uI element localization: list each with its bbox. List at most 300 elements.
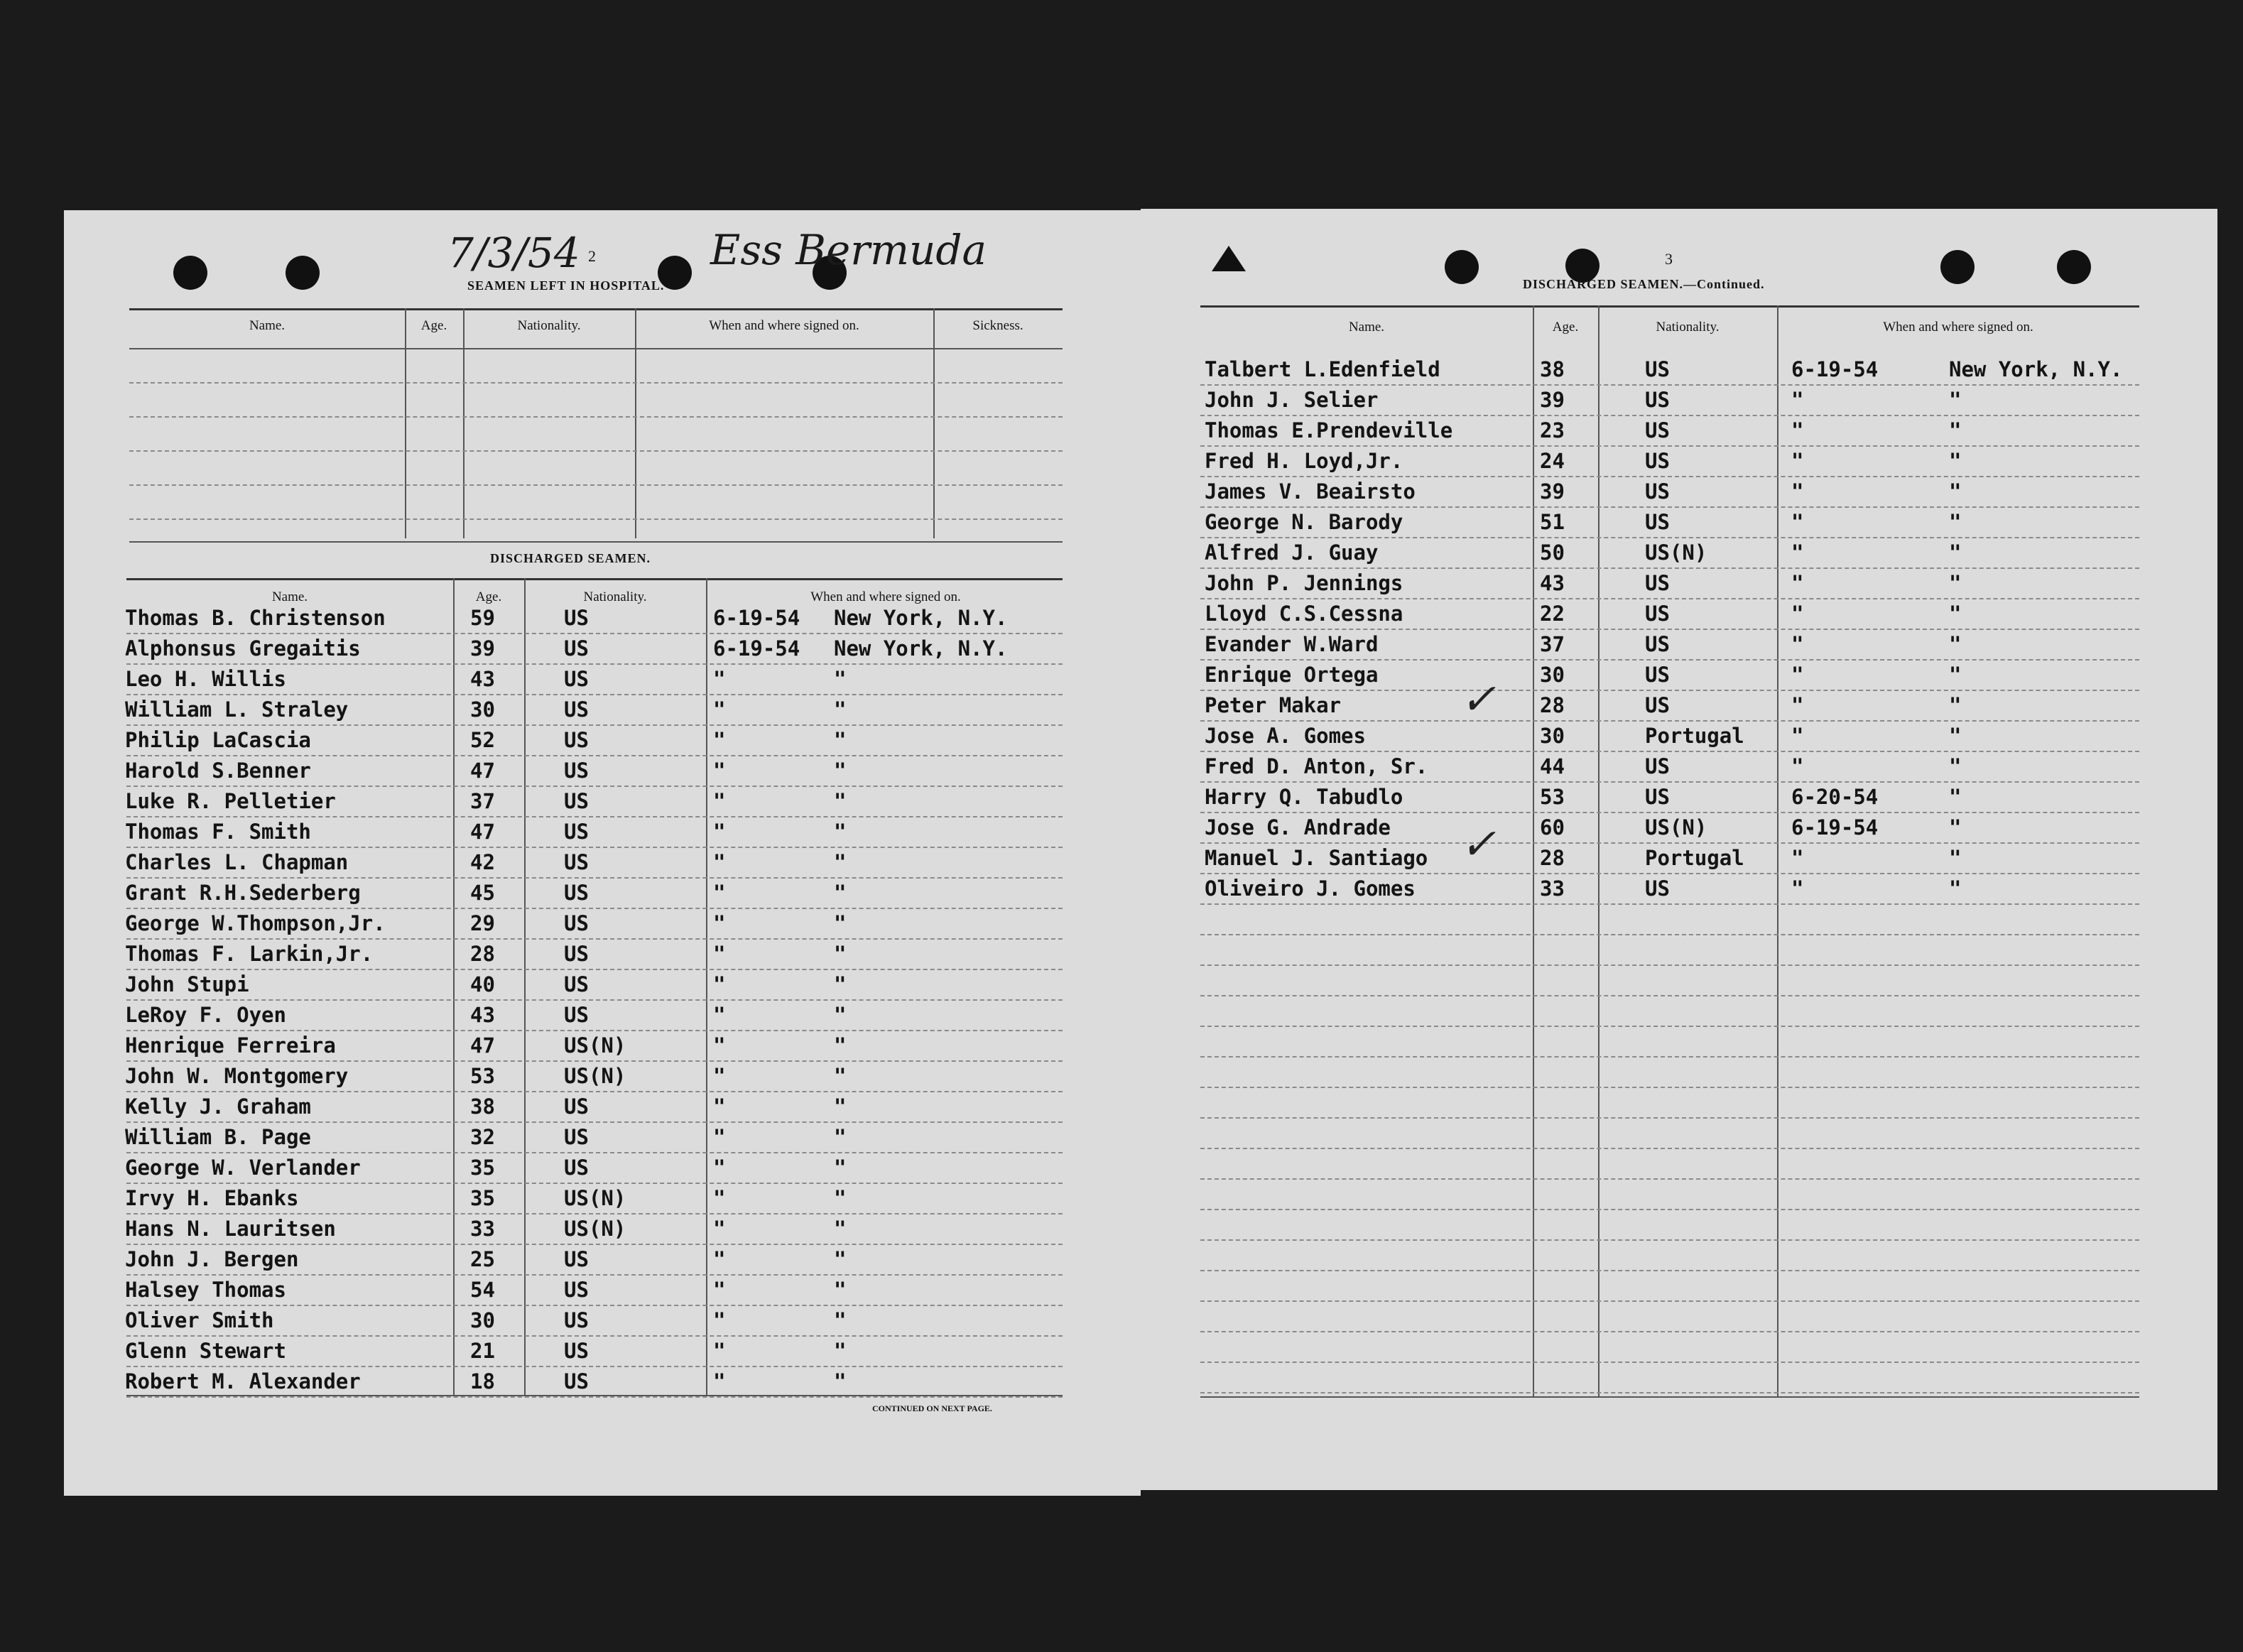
seaman-nationality: US [564, 850, 589, 874]
seaman-nationality: US [564, 1369, 589, 1393]
signed-on-place: " [1949, 815, 1962, 839]
hospital-section-title: SEAMEN LEFT IN HOSPITAL. [467, 278, 665, 293]
row-rule [1200, 1026, 2139, 1027]
row-rule [126, 1305, 1063, 1306]
row-rule [1200, 537, 2139, 538]
seaman-name: Oliveiro J. Gomes [1205, 876, 1416, 901]
signed-on-place: " [834, 1186, 847, 1210]
row-rule [1200, 1331, 2139, 1332]
seaman-name: Oliver Smith [125, 1308, 274, 1332]
signed-on-place: " [834, 1369, 847, 1393]
column-header: Age. [420, 318, 447, 333]
signed-on-place: " [834, 1064, 847, 1088]
row-rule [1200, 1087, 2139, 1088]
signed-on-date: " [1791, 388, 1804, 412]
row-rule [1200, 567, 2139, 569]
signed-on-date: " [1791, 540, 1804, 565]
seaman-age: 25 [470, 1247, 495, 1271]
seaman-name: Thomas F. Smith [125, 820, 311, 844]
signed-on-place: " [1949, 479, 1962, 504]
seaman-age: 54 [470, 1278, 495, 1302]
signed-on-date: " [1791, 663, 1804, 687]
signed-on-date: " [713, 1308, 726, 1332]
signed-on-date: " [1791, 632, 1804, 656]
seaman-age: 38 [470, 1094, 495, 1119]
seaman-nationality: US [564, 728, 589, 752]
seaman-age: 30 [470, 697, 495, 722]
signed-on-place: " [1949, 785, 1962, 809]
signed-on-date: " [713, 942, 726, 966]
row-rule [1200, 842, 2139, 844]
seaman-name: Evander W.Ward [1205, 632, 1379, 656]
signed-on-place: " [1949, 632, 1962, 656]
column-rule [453, 578, 455, 1395]
seaman-name: Manuel J. Santiago [1205, 846, 1428, 870]
seaman-age: 29 [470, 911, 495, 935]
seaman-name: Grant R.H.Sederberg [125, 881, 361, 905]
row-rule [1200, 964, 2139, 966]
row-rule [126, 1183, 1063, 1184]
signed-on-place: " [1949, 540, 1962, 565]
seaman-age: 50 [1540, 540, 1565, 565]
row-rule [1200, 781, 2139, 783]
seaman-age: 59 [470, 606, 495, 630]
signed-on-place: New York, N.Y. [834, 636, 1008, 661]
row-rule [126, 938, 1063, 940]
seaman-age: 47 [470, 759, 495, 783]
signed-on-place: " [1949, 602, 1962, 626]
row-rule [1200, 995, 2139, 996]
seaman-nationality: US [1645, 754, 1670, 778]
punch-hole [286, 256, 320, 290]
seaman-age: 30 [470, 1308, 495, 1332]
row-rule [129, 484, 1063, 486]
seaman-nationality: US [564, 1156, 589, 1180]
seaman-nationality: US(N) [1645, 815, 1707, 839]
seaman-nationality: US [1645, 602, 1670, 626]
signed-on-place: " [1949, 418, 1962, 442]
column-rule [524, 578, 526, 1395]
row-rule [1200, 1392, 2139, 1393]
signed-on-date: 6-19-54 [1791, 815, 1879, 839]
table-rule [126, 1395, 1063, 1396]
seaman-name: Harry Q. Tabudlo [1205, 785, 1403, 809]
handwritten-date: 7/3/54 [447, 229, 580, 277]
seaman-name: Philip LaCascia [125, 728, 311, 752]
row-rule [126, 663, 1063, 665]
seaman-nationality: US [1645, 632, 1670, 656]
signed-on-date: " [713, 820, 726, 844]
page-number: 3 [1665, 250, 1673, 268]
column-rule [1777, 305, 1778, 1396]
column-header: When and where signed on. [709, 318, 859, 333]
signed-on-place: New York, N.Y. [1949, 357, 2123, 381]
table-rule [1200, 1396, 2139, 1398]
punch-hole [1445, 250, 1479, 284]
seaman-age: 37 [470, 789, 495, 813]
seaman-name: George W.Thompson,Jr. [125, 911, 386, 935]
seaman-nationality: US [1645, 510, 1670, 534]
signed-on-place: " [1949, 388, 1962, 412]
row-rule [126, 816, 1063, 817]
row-rule [126, 786, 1063, 787]
column-header: Nationality. [1656, 320, 1720, 335]
row-rule [1200, 873, 2139, 874]
signed-on-place: " [1949, 571, 1962, 595]
row-rule [126, 694, 1063, 695]
seaman-age: 24 [1540, 449, 1565, 473]
seaman-name: Jose A. Gomes [1205, 724, 1366, 748]
seaman-nationality: US [564, 942, 589, 966]
seaman-age: 60 [1540, 815, 1565, 839]
seaman-name: Halsey Thomas [125, 1278, 286, 1302]
seaman-age: 33 [470, 1217, 495, 1241]
seaman-nationality: US [564, 759, 589, 783]
row-rule [1200, 690, 2139, 691]
column-header: Age. [1552, 320, 1579, 335]
signed-on-place: " [834, 911, 847, 935]
seaman-name: John J. Bergen [125, 1247, 299, 1271]
seaman-nationality: US [564, 820, 589, 844]
row-rule [1200, 720, 2139, 722]
row-rule [1200, 1362, 2139, 1363]
signed-on-place: " [834, 728, 847, 752]
seaman-nationality: US [1645, 479, 1670, 504]
signed-on-place: " [1949, 754, 1962, 778]
column-header: Nationality. [583, 589, 647, 604]
seaman-name: Hans N. Lauritsen [125, 1217, 336, 1241]
seaman-age: 52 [470, 728, 495, 752]
section-title: DISCHARGED SEAMEN.—Continued. [1523, 277, 1765, 291]
row-rule [126, 1121, 1063, 1123]
seaman-nationality: US(N) [564, 1033, 626, 1058]
seaman-nationality: US [564, 1339, 589, 1363]
continued-footer: CONTINUED ON NEXT PAGE. [872, 1403, 992, 1413]
seaman-age: 35 [470, 1156, 495, 1180]
seaman-nationality: US [1645, 449, 1670, 473]
signed-on-date: " [1791, 693, 1804, 717]
signed-on-place: " [834, 972, 847, 996]
seaman-age: 22 [1540, 602, 1565, 626]
signed-on-date: " [1791, 418, 1804, 442]
signed-on-place: " [834, 1308, 847, 1332]
signed-on-place: " [834, 942, 847, 966]
seaman-nationality: Portugal [1645, 724, 1744, 748]
seaman-name: Lloyd C.S.Cessna [1205, 602, 1403, 626]
seaman-age: 37 [1540, 632, 1565, 656]
column-rule [635, 308, 636, 538]
signed-on-date: " [713, 1156, 726, 1180]
row-rule [1200, 1300, 2139, 1302]
seaman-nationality: US [564, 606, 589, 630]
signed-on-place: " [1949, 846, 1962, 870]
row-rule [1200, 1209, 2139, 1210]
row-rule [126, 877, 1063, 879]
signed-on-date: " [713, 1125, 726, 1149]
table-rule [129, 541, 1063, 543]
seaman-age: 38 [1540, 357, 1565, 381]
seaman-name: William L. Straley [125, 697, 349, 722]
column-header: Name. [1348, 320, 1385, 335]
signed-on-date: " [713, 1278, 726, 1302]
signed-on-date: " [1791, 754, 1804, 778]
signed-on-date: " [713, 1003, 726, 1027]
row-rule [126, 908, 1063, 909]
page-number: 2 [588, 247, 596, 265]
seaman-nationality: US [564, 1003, 589, 1027]
row-rule [1200, 1056, 2139, 1058]
signed-on-place: " [1949, 876, 1962, 901]
signed-on-place: " [834, 881, 847, 905]
seaman-age: 21 [470, 1339, 495, 1363]
signed-on-date: " [713, 667, 726, 691]
signed-on-date: " [713, 1247, 726, 1271]
seaman-age: 35 [470, 1186, 495, 1210]
signed-on-date: 6-19-54 [713, 606, 800, 630]
signed-on-date: " [713, 789, 726, 813]
row-rule [126, 1335, 1063, 1337]
row-rule [1200, 598, 2139, 599]
seaman-name: Fred H. Loyd,Jr. [1205, 449, 1403, 473]
signed-on-date: " [1791, 846, 1804, 870]
row-rule [1200, 1178, 2139, 1180]
row-rule [1200, 384, 2139, 386]
row-rule [129, 518, 1063, 520]
column-header: Age. [475, 589, 502, 604]
signed-on-date: 6-19-54 [713, 636, 800, 661]
signed-on-place: " [834, 1033, 847, 1058]
signed-on-place: " [834, 1339, 847, 1363]
signed-on-date: " [713, 697, 726, 722]
seaman-name: Leo H. Willis [125, 667, 286, 691]
discharged-section-title: DISCHARGED SEAMEN. [490, 551, 651, 565]
header-rule [129, 348, 1063, 349]
seaman-name: Luke R. Pelletier [125, 789, 336, 813]
seaman-name: Glenn Stewart [125, 1339, 286, 1363]
right-page [1141, 209, 2217, 1490]
row-rule [1200, 751, 2139, 752]
row-rule [126, 999, 1063, 1001]
row-rule [129, 450, 1063, 452]
row-rule [126, 1274, 1063, 1276]
signed-on-date: " [1791, 724, 1804, 748]
seaman-age: 45 [470, 881, 495, 905]
seaman-nationality: US [564, 789, 589, 813]
signed-on-date: " [713, 1369, 726, 1393]
signed-on-date: " [713, 850, 726, 874]
seaman-name: Alfred J. Guay [1205, 540, 1379, 565]
seaman-age: 23 [1540, 418, 1565, 442]
seaman-nationality: US(N) [564, 1064, 626, 1088]
punch-hole [2057, 250, 2091, 284]
signed-on-date: " [713, 972, 726, 996]
signed-on-date: " [713, 1064, 726, 1088]
punch-hole [1940, 250, 1975, 284]
seaman-age: 47 [470, 820, 495, 844]
row-rule [1200, 903, 2139, 905]
seaman-nationality: US [564, 636, 589, 661]
column-header: Name. [249, 318, 286, 333]
row-rule [126, 1091, 1063, 1092]
seaman-age: 18 [470, 1369, 495, 1393]
table-rule [129, 308, 1063, 310]
table-rule [1200, 305, 2139, 308]
seaman-name: Peter Makar [1205, 693, 1342, 717]
seaman-name: Fred D. Anton, Sr. [1205, 754, 1428, 778]
signed-on-place: " [834, 1156, 847, 1180]
seaman-nationality: US(N) [1645, 540, 1707, 565]
signed-on-place: " [1949, 510, 1962, 534]
seaman-nationality: US [1645, 357, 1670, 381]
signed-on-place: " [834, 1278, 847, 1302]
column-header: Sickness. [972, 318, 1023, 333]
signed-on-place: " [834, 1247, 847, 1271]
seaman-age: 39 [1540, 388, 1565, 412]
signed-on-place: New York, N.Y. [834, 606, 1008, 630]
column-header: When and where signed on. [1883, 320, 2033, 335]
seaman-name: John Stupi [125, 972, 249, 996]
seaman-name: John P. Jennings [1205, 571, 1403, 595]
signed-on-date: " [713, 1033, 726, 1058]
punch-hole [1212, 246, 1246, 271]
seaman-age: 53 [470, 1064, 495, 1088]
seaman-age: 28 [470, 942, 495, 966]
seaman-name: Charles L. Chapman [125, 850, 349, 874]
row-rule [1200, 445, 2139, 447]
column-rule [405, 308, 406, 538]
seaman-nationality: US(N) [564, 1186, 626, 1210]
row-rule [1200, 506, 2139, 508]
seaman-nationality: US [564, 972, 589, 996]
left-page [64, 210, 1141, 1496]
seaman-age: 43 [470, 667, 495, 691]
signed-on-date: " [1791, 479, 1804, 504]
seaman-age: 30 [1540, 663, 1565, 687]
check-mark: ✓ [1460, 675, 1497, 724]
row-rule [126, 1030, 1063, 1031]
seaman-nationality: US [564, 1094, 589, 1119]
row-rule [126, 1152, 1063, 1153]
row-rule [129, 382, 1063, 384]
seaman-nationality: US [564, 697, 589, 722]
seaman-name: John W. Montgomery [125, 1064, 349, 1088]
seaman-age: 33 [1540, 876, 1565, 901]
seaman-age: 51 [1540, 510, 1565, 534]
check-mark: ✓ [1460, 820, 1497, 869]
signed-on-date: " [713, 911, 726, 935]
seaman-age: 44 [1540, 754, 1565, 778]
signed-on-date: " [713, 881, 726, 905]
signed-on-place: " [834, 820, 847, 844]
seaman-nationality: US [564, 667, 589, 691]
row-rule [1200, 812, 2139, 813]
column-header: When and where signed on. [810, 589, 961, 604]
table-rule [126, 578, 1063, 580]
seaman-age: 43 [1540, 571, 1565, 595]
seaman-nationality: US [1645, 663, 1670, 687]
column-header: Nationality. [517, 318, 581, 333]
row-rule [1200, 415, 2139, 416]
seaman-name: Thomas E.Prendeville [1205, 418, 1453, 442]
seaman-nationality: US(N) [564, 1217, 626, 1241]
signed-on-date: " [713, 1339, 726, 1363]
seaman-nationality: US [1645, 418, 1670, 442]
seaman-name: John J. Selier [1205, 388, 1379, 412]
seaman-nationality: US [1645, 785, 1670, 809]
seaman-name: Harold S.Benner [125, 759, 311, 783]
seaman-age: 30 [1540, 724, 1565, 748]
seaman-nationality: US [1645, 571, 1670, 595]
seaman-name: Thomas B. Christenson [125, 606, 386, 630]
signed-on-place: " [834, 697, 847, 722]
signed-on-place: " [834, 1125, 847, 1149]
row-rule [1200, 1148, 2139, 1149]
seaman-age: 32 [470, 1125, 495, 1149]
seaman-nationality: US [564, 1125, 589, 1149]
seaman-nationality: US [564, 1278, 589, 1302]
seaman-name: William B. Page [125, 1125, 311, 1149]
seaman-nationality: US [564, 1308, 589, 1332]
signed-on-date: " [713, 728, 726, 752]
signed-on-place: " [1949, 663, 1962, 687]
row-rule [129, 416, 1063, 418]
seaman-age: 28 [1540, 693, 1565, 717]
row-rule [126, 969, 1063, 970]
seaman-age: 40 [470, 972, 495, 996]
signed-on-place: " [1949, 449, 1962, 473]
seaman-age: 53 [1540, 785, 1565, 809]
seaman-name: George W. Verlander [125, 1156, 361, 1180]
column-rule [1533, 305, 1534, 1396]
signed-on-place: " [834, 1094, 847, 1119]
signed-on-date: " [1791, 876, 1804, 901]
row-rule [1200, 1270, 2139, 1271]
signed-on-place: " [1949, 724, 1962, 748]
signed-on-date: " [713, 1217, 726, 1241]
row-rule [126, 847, 1063, 848]
signed-on-place: " [834, 789, 847, 813]
seaman-name: Enrique Ortega [1205, 663, 1379, 687]
signed-on-date: " [713, 759, 726, 783]
column-rule [463, 308, 465, 538]
seaman-nationality: US [564, 911, 589, 935]
signed-on-date: 6-19-54 [1791, 357, 1879, 381]
signed-on-date: " [1791, 510, 1804, 534]
seaman-name: Talbert L.Edenfield [1205, 357, 1440, 381]
signed-on-date: " [1791, 449, 1804, 473]
column-header: Name. [271, 589, 308, 604]
seaman-age: 47 [470, 1033, 495, 1058]
seaman-nationality: Portugal [1645, 846, 1744, 870]
row-rule [126, 1366, 1063, 1367]
column-rule [933, 308, 935, 538]
row-rule [1200, 934, 2139, 935]
row-rule [1200, 1117, 2139, 1119]
seaman-name: Irvy H. Ebanks [125, 1186, 299, 1210]
seaman-age: 39 [1540, 479, 1565, 504]
seaman-nationality: US [564, 1247, 589, 1271]
seaman-name: Robert M. Alexander [125, 1369, 361, 1393]
row-rule [126, 1213, 1063, 1214]
row-rule [126, 1060, 1063, 1062]
signed-on-date: " [1791, 602, 1804, 626]
row-rule [1200, 659, 2139, 661]
seaman-age: 28 [1540, 846, 1565, 870]
row-rule [126, 724, 1063, 726]
seaman-name: James V. Beairsto [1205, 479, 1416, 504]
seaman-name: Alphonsus Gregaitis [125, 636, 361, 661]
row-rule [126, 1396, 1063, 1398]
